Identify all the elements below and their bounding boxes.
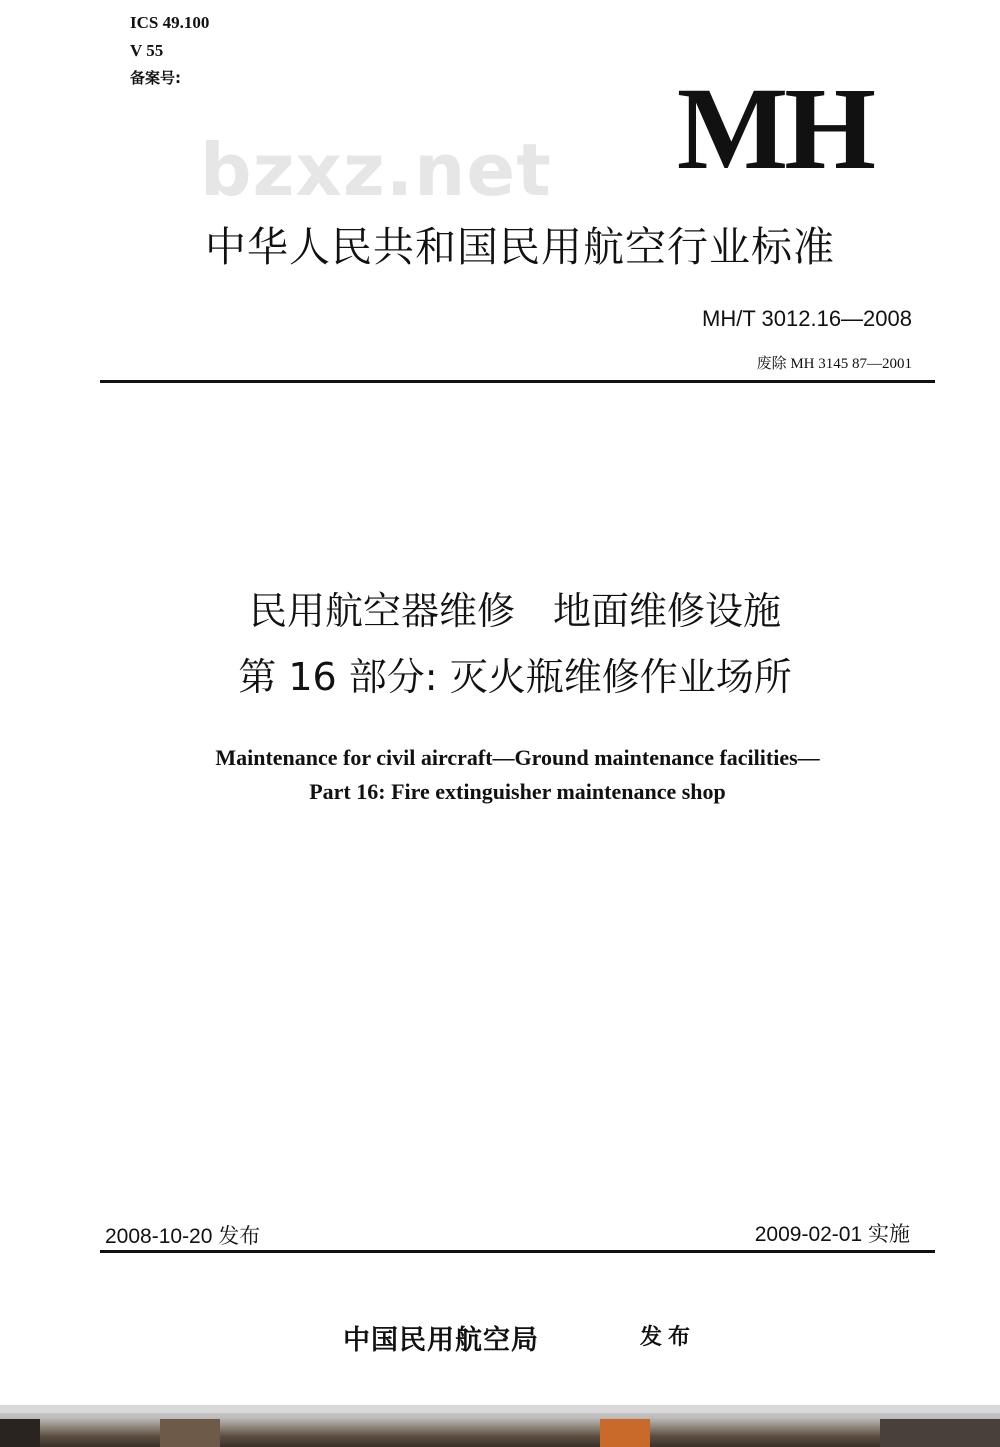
supersedes-note: 废除 MH 3145 87—2001: [756, 356, 912, 372]
ics-code: ICS 49.100: [130, 13, 210, 32]
scan-artifact: [160, 1419, 220, 1447]
scan-artifact: [600, 1419, 650, 1447]
scan-artifact: [880, 1419, 1000, 1447]
classification-code: V 55: [130, 41, 164, 60]
issue-date: 2008-10-20 发布: [105, 1225, 261, 1248]
english-title-line-1: Maintenance for civil aircraft—Ground maintenance facilities—: [215, 745, 820, 770]
top-divider: [100, 380, 935, 383]
english-title-line-2: Part 16: Fire extinguisher maintenance shop: [309, 779, 726, 804]
implementation-date: 2009-02-01 实施: [754, 1223, 910, 1246]
scan-edge-strip: [0, 1405, 1000, 1447]
bottom-divider: [100, 1250, 935, 1253]
issuing-authority: 中国民用航空局: [343, 1325, 539, 1356]
publish-label: 发布: [640, 1325, 697, 1350]
standard-title: 中华人民共和国民用航空行业标准: [205, 223, 835, 271]
filing-number: 备案号:: [130, 69, 181, 87]
chinese-title-line-1: 民用航空器维修 地面维修设施: [248, 589, 781, 633]
scan-edge-band: [0, 1405, 1000, 1413]
scan-artifact: [0, 1419, 40, 1447]
watermark: bzxz.net: [200, 128, 552, 212]
standard-code: MH/T 3012.16—2008: [702, 306, 912, 331]
chinese-title-line-2: 第 16 部分: 灭火瓶维修作业场所: [238, 655, 792, 699]
mh-logo: MH: [676, 63, 872, 194]
